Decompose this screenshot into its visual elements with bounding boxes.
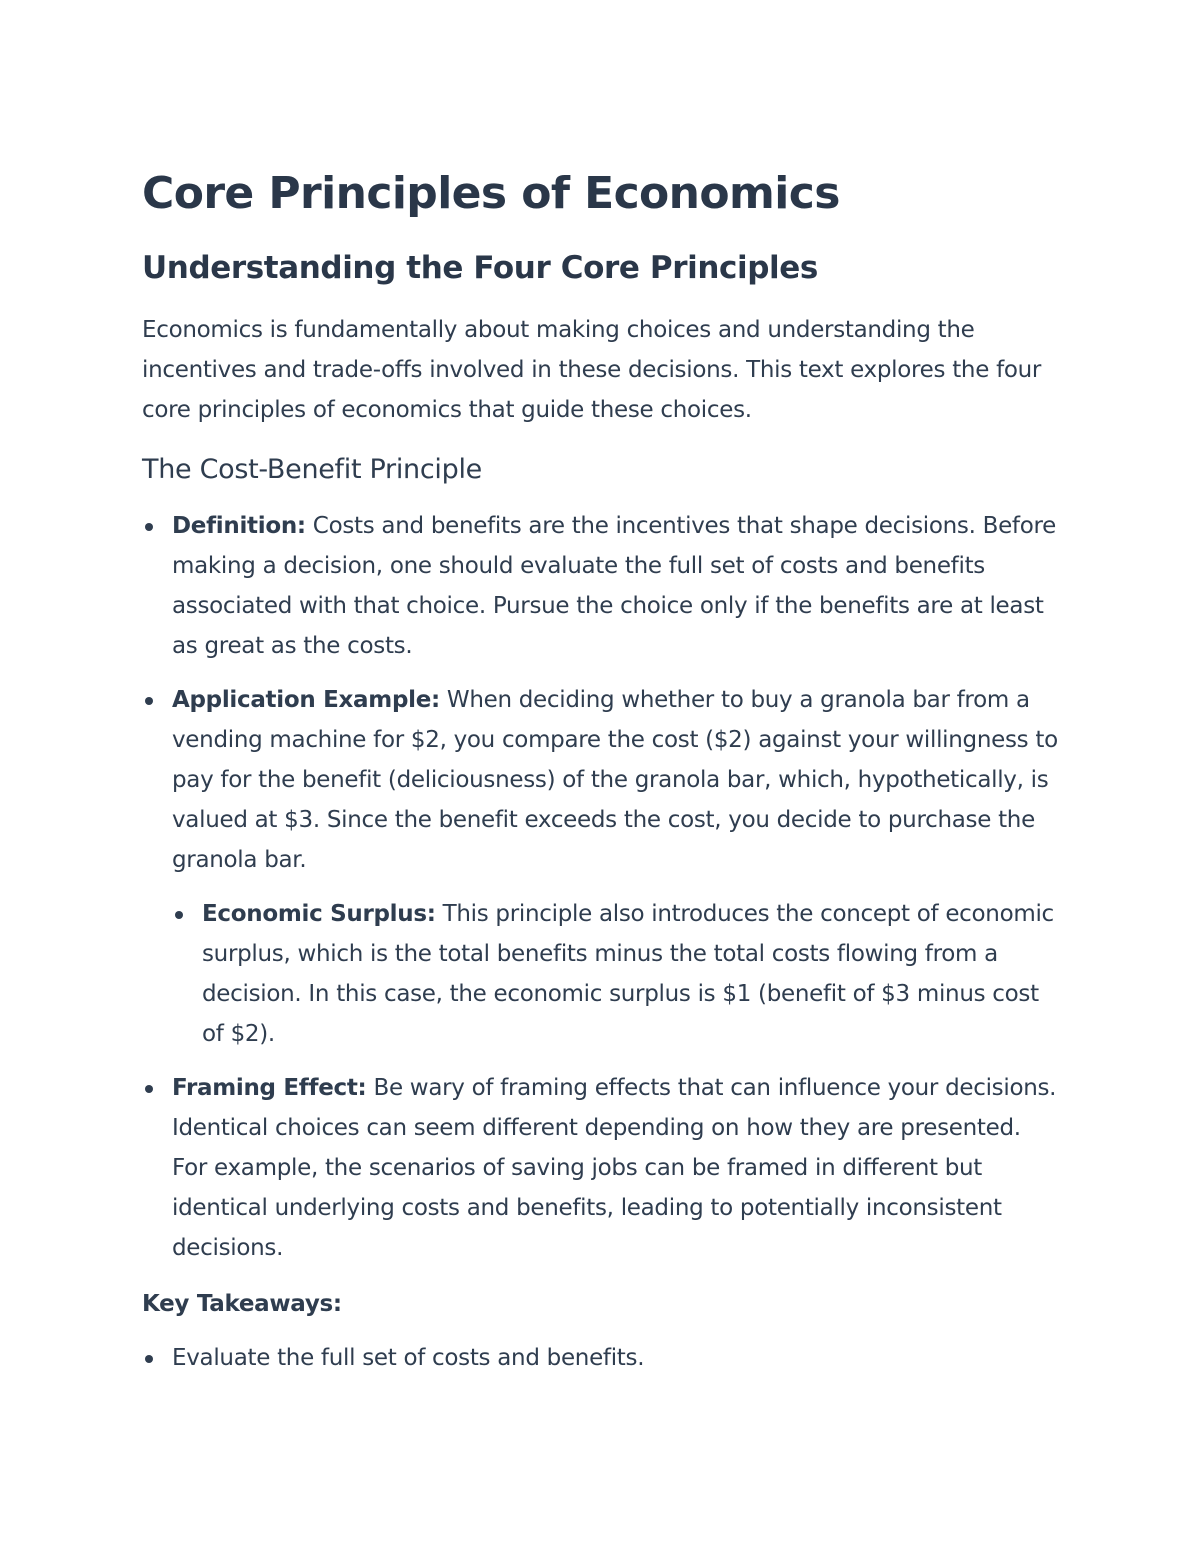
takeaway-list <box>142 1338 1062 1378</box>
document-page <box>142 160 1062 1392</box>
list-item-economic-surplus <box>172 894 1062 1054</box>
item-label: Framing Effect: <box>172 1075 367 1101</box>
sub-list <box>172 894 1062 1054</box>
document-title: Core Principles of Economics <box>142 168 840 219</box>
principle-list <box>142 506 1062 1268</box>
list-item-definition <box>142 506 1062 666</box>
key-takeaways-heading: Key Takeaways: <box>142 1291 342 1317</box>
list-item: Evaluate the full set of costs and benefits. <box>142 1338 1062 1378</box>
document-subtitle: Understanding the Four Core Principles <box>142 250 818 286</box>
item-text: Costs and benefits are the incentives that shape decisions. Before making a decision, one should evaluate the full set of costs and benefits associated with that choice. Pursue the choice only if the benefits are at least as great as the costs. <box>172 513 1057 659</box>
item-text: Be wary of framing effects that can influence your decisions. Identical choices can seem different depending on how they are presented. For example, the scenarios of saving jobs can be framed in different but identical underlying costs and benefits, leading to potentially inconsistent decisions. <box>172 1075 1057 1261</box>
item-text: When deciding whether to buy a granola bar from a vending machine for $2, you compare the cost ($2) against your willingness to pay for the benefit (deliciousness) of the granola bar, which, hypothetically, is valued at $3. Since the benefit exceeds the cost, you decide to purchase the granola bar. <box>172 687 1058 873</box>
item-label: Definition: <box>172 513 306 539</box>
section-heading: The Cost-Benefit Principle <box>142 454 482 485</box>
item-label: Application Example: <box>172 687 440 713</box>
list-item-framing-effect <box>142 1068 1062 1268</box>
list-item-application-example <box>142 680 1062 1054</box>
intro-paragraph: Economics is fundamentally about making choices and understanding the incentives and trade-offs involved in these decisions. This text explores the four core principles of economics that guide these choices. <box>142 317 1042 423</box>
item-label: Economic Surplus: <box>202 901 436 927</box>
item-text: This principle also introduces the concept of economic surplus, which is the total benefits minus the total costs flowing from a decision. In this case, the economic surplus is $1 (benefit of $3 minus cost of $2). <box>202 901 1054 1047</box>
